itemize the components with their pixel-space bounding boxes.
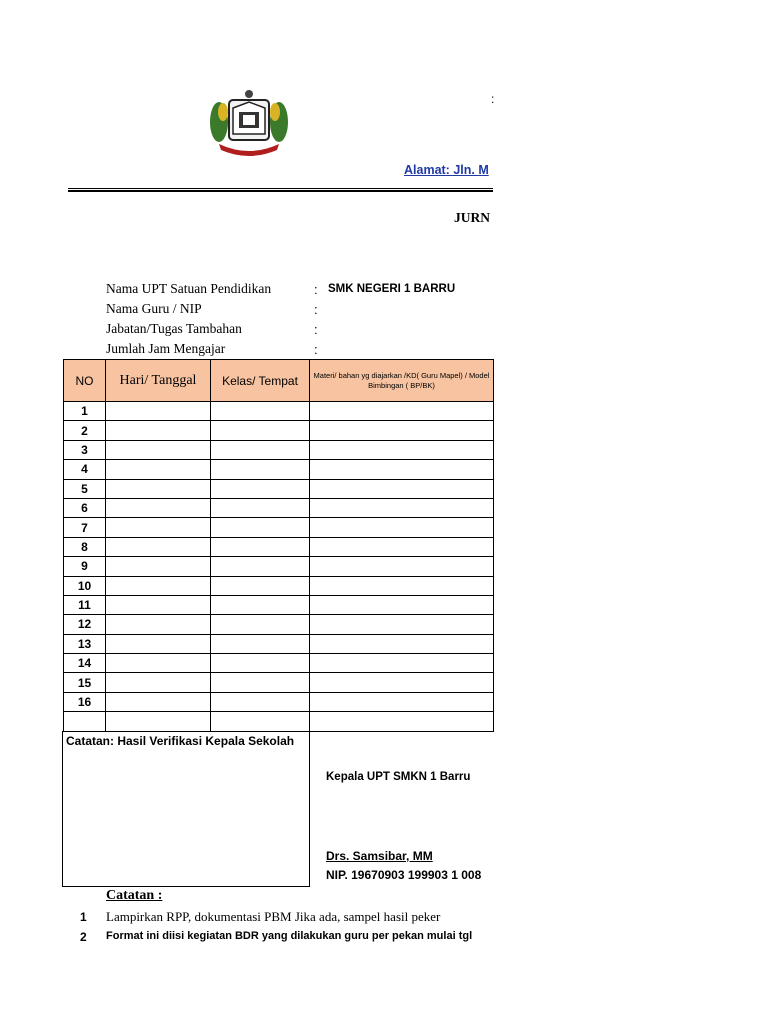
- school-address: Alamat: Jln. M: [404, 163, 489, 177]
- cell-kelas: [211, 712, 310, 731]
- cell-kelas: [211, 557, 310, 576]
- document-title: JURN: [454, 210, 490, 225]
- cell-kelas: [211, 692, 310, 711]
- signer-title: Kepala UPT SMKN 1 Barru: [326, 771, 471, 783]
- table-row: [64, 595, 494, 614]
- journal-table: [63, 359, 494, 732]
- cell-day: [106, 440, 211, 459]
- note-text-1: Lampirkan RPP, dokumentasi PBM Jika ada, sampel hasil peker: [106, 909, 441, 924]
- cell-day: [106, 673, 211, 692]
- cell-no: 11: [64, 595, 106, 614]
- cell-day: [106, 498, 211, 517]
- cell-no: 7: [64, 518, 106, 537]
- header-no: NO: [64, 360, 106, 402]
- cell-day: [106, 615, 211, 634]
- table-row: [64, 498, 494, 517]
- cell-materi: [310, 615, 494, 634]
- cell-kelas: [211, 460, 310, 479]
- cell-kelas: [211, 537, 310, 556]
- cell-kelas: [211, 576, 310, 595]
- info-label-guru: Nama Guru / NIP: [106, 301, 202, 316]
- info-value-upt: SMK NEGERI 1 BARRU: [328, 283, 456, 295]
- table-row: [64, 712, 494, 731]
- school-emblem-icon: [205, 88, 293, 158]
- cell-day: [106, 460, 211, 479]
- cell-materi: [310, 402, 494, 421]
- cell-no: 3: [64, 440, 106, 459]
- table-row: [64, 615, 494, 634]
- journal-body: [64, 402, 494, 732]
- notes-heading: Catatan :: [106, 888, 163, 903]
- cell-kelas: [211, 518, 310, 537]
- cell-no: 14: [64, 654, 106, 673]
- cell-no: 4: [64, 460, 106, 479]
- cell-materi: [310, 421, 494, 440]
- cell-materi: [310, 692, 494, 711]
- cell-day: [106, 692, 211, 711]
- table-row: [64, 518, 494, 537]
- table-row: [64, 692, 494, 711]
- cell-materi: [310, 595, 494, 614]
- cell-no: 10: [64, 576, 106, 595]
- info-label-upt: Nama UPT Satuan Pendidikan: [106, 281, 272, 296]
- table-header-row: [64, 360, 494, 402]
- cell-materi: [310, 498, 494, 517]
- cell-kelas: [211, 498, 310, 517]
- cell-materi: [310, 518, 494, 537]
- note-number-2: 2: [80, 930, 87, 944]
- signer-nip: NIP. 19670903 199903 1 008: [326, 868, 482, 882]
- cell-kelas: [211, 402, 310, 421]
- table-row: [64, 402, 494, 421]
- cell-no: 6: [64, 498, 106, 517]
- table-row: [64, 479, 494, 498]
- cell-materi: [310, 460, 494, 479]
- cell-kelas: [211, 440, 310, 459]
- info-colon-upt: :: [314, 282, 318, 297]
- cell-day: [106, 634, 211, 653]
- cell-materi: [310, 576, 494, 595]
- cell-day: [106, 576, 211, 595]
- cell-no: 15: [64, 673, 106, 692]
- cell-materi: [310, 712, 494, 731]
- cell-no: 13: [64, 634, 106, 653]
- cell-materi: [310, 557, 494, 576]
- cell-materi: [310, 673, 494, 692]
- note-text-2: Format ini diisi kegiatan BDR yang dilakukan guru per pekan mulai tgl: [106, 930, 473, 942]
- info-colon-jabatan: :: [314, 322, 318, 337]
- cell-no: 8: [64, 537, 106, 556]
- table-row: [64, 421, 494, 440]
- note-number-1: 1: [80, 910, 87, 924]
- info-colon-jam: :: [314, 342, 318, 357]
- cell-materi: [310, 537, 494, 556]
- cell-day: [106, 557, 211, 576]
- cell-day: [106, 518, 211, 537]
- cell-day: [106, 537, 211, 556]
- signer-name: Drs. Samsibar, MM: [326, 849, 433, 863]
- cell-kelas: [211, 421, 310, 440]
- cell-day: [106, 402, 211, 421]
- header-divider-thin: [68, 188, 493, 189]
- table-row: [64, 440, 494, 459]
- cell-kelas: [211, 654, 310, 673]
- table-row: [64, 576, 494, 595]
- header-divider-thick: [68, 190, 493, 192]
- cell-kelas: [211, 634, 310, 653]
- cell-materi: [310, 479, 494, 498]
- cell-day: [106, 595, 211, 614]
- header-kelas: Kelas/ Tempat: [211, 360, 310, 402]
- cell-kelas: [211, 479, 310, 498]
- info-label-jam: Jumlah Jam Mengajar: [106, 341, 226, 356]
- table-row: [64, 537, 494, 556]
- cell-kelas: [211, 673, 310, 692]
- cell-day: [106, 479, 211, 498]
- verification-box: [62, 731, 310, 887]
- table-row: [64, 654, 494, 673]
- header-materi: Materi/ bahan yg diajarkan /KD( Guru Mapel) / Model Bimbingan ( BP/BK): [310, 360, 494, 402]
- cell-day: [106, 421, 211, 440]
- cell-no: 1: [64, 402, 106, 421]
- cell-materi: [310, 654, 494, 673]
- cell-kelas: [211, 595, 310, 614]
- cell-day: [106, 712, 211, 731]
- cell-no: 12: [64, 615, 106, 634]
- table-row: [64, 460, 494, 479]
- cell-no: 2: [64, 421, 106, 440]
- info-label-jabatan: Jabatan/Tugas Tambahan: [106, 321, 242, 336]
- header-mark: :: [491, 92, 495, 106]
- table-row: [64, 673, 494, 692]
- cell-no: 9: [64, 557, 106, 576]
- table-row: [64, 557, 494, 576]
- verification-label: Catatan: Hasil Verifikasi Kepala Sekolah: [66, 734, 295, 748]
- cell-no: 16: [64, 692, 106, 711]
- table-row: [64, 634, 494, 653]
- header-day: Hari/ Tanggal: [106, 360, 211, 402]
- cell-kelas: [211, 615, 310, 634]
- cell-day: [106, 654, 211, 673]
- cell-no: [64, 712, 106, 731]
- info-colon-guru: :: [314, 302, 318, 317]
- cell-materi: [310, 440, 494, 459]
- cell-no: 5: [64, 479, 106, 498]
- cell-materi: [310, 634, 494, 653]
